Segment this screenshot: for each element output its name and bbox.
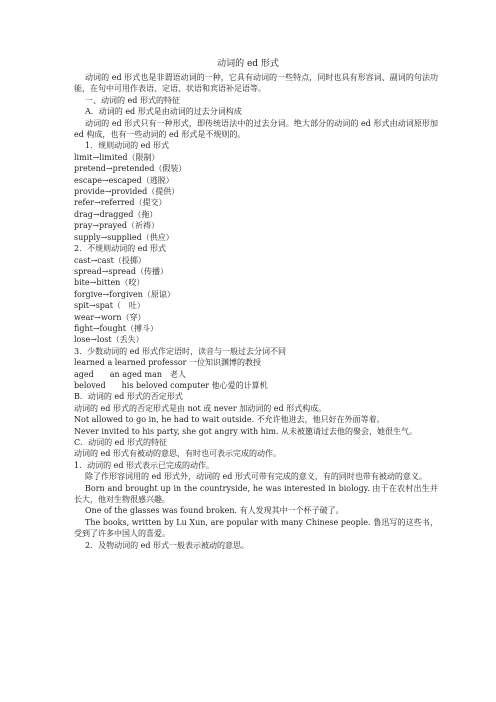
subsection-heading: C．动词的 ed 形式的特征 (74, 438, 168, 447)
list-item: lose→lost（丢失） (74, 335, 144, 345)
page-title: 动词的 ed 形式 (217, 59, 279, 69)
list-item: beloved his beloved computer 他心爱的计算机 (74, 380, 268, 390)
document-body (74, 72, 438, 551)
example-sentence: One of the glasses was found broken. 有人发现其中一个杯子破了。 (85, 506, 344, 516)
section-heading: 一、动词的 ed 形式的特征 (85, 95, 180, 105)
paragraph: 动词的 ed 形式有被动的意思，有时也可表示完成的动作。 (74, 449, 281, 459)
subsection-heading: B．动词的 ed 形式的否定形式 (74, 392, 183, 402)
list-item: limit→limited（限制） (74, 152, 160, 162)
list-item: pretend→pretended（假装） (74, 164, 187, 174)
paragraph: 动词的 ed 形式的否定形式是由 not 或 never 加动词的 ed 形式构成。 (74, 403, 327, 413)
example-sentence: Born and brought up in the countryside, he was interested in biology. 由于在农村出生并长大，他对生物很感兴趣。 (74, 483, 438, 505)
list-item: spread→spread（传播） (74, 266, 169, 276)
list-item: pray→prayed（祈祷） (74, 221, 160, 231)
list-heading: 1．动词的 ed 形式表示已完成的动作。 (74, 460, 215, 470)
list-item: aged an aged man 老人 (74, 369, 187, 379)
list-item: refer→referred（提交） (74, 198, 167, 208)
list-item: fight→fought（搏斗） (74, 323, 158, 333)
example-sentence: The books, written by Lu Xun, are popular with many Chinese people. 鲁迅写的这些书，受到了许多中国人的喜爱。 (74, 517, 438, 539)
list-item: supply→supplied（供应） (74, 232, 174, 242)
list-heading: 3．少数动词的 ed 形式作定语时，读音与一般过去分词不同 (74, 346, 287, 356)
list-item: learned a learned professor 一位知识渊博的教授 (74, 358, 262, 368)
list-item: spit→spat（ 吐） (74, 301, 145, 311)
list-item: provide→provided（提供） (74, 187, 180, 197)
paragraph: 除了作形容词用的 ed 形式外，动词的 ed 形式可带有完成的意义，有的同时也带有被动的意义。 (85, 472, 427, 482)
list-item: drag→dragged（拖） (74, 209, 158, 219)
paragraph: 动词的 ed 形式也是非谓语动词的一种，它具有动词的一些特点，同时也具有形容词、副词的句法功能，在句中可用作表语、定语、状语和宾语补足语等。 (74, 73, 438, 94)
example-sentence: Not allowed to go in, he had to wait outside. 不允许他进去，他只好在外面等着。 (74, 415, 385, 425)
paragraph: 动词的 ed 形式只有一种形式，即传统语法中的过去分词。绝大部分的动词的 ed 形式由动词原形加 ed 构成，也有一些动词的 ed 形式是不规则的。 (74, 118, 438, 140)
list-heading: 2．不规则动词的 ed 形式 (74, 244, 167, 254)
list-item: bite→bitten（咬） (74, 278, 145, 288)
list-heading: 2．及物动词的 ed 形式一般表示被动的意思。 (85, 540, 250, 550)
list-heading: 1．规则动词的 ed 形式 (85, 141, 170, 151)
list-item: cast→cast（投掷） (74, 255, 146, 265)
list-item: forgive→forgiven（原谅） (74, 289, 175, 299)
list-item: wear→worn（穿） (74, 312, 146, 322)
example-sentence: Never invited to his party, she got angry with him. 从未被邀请过去他的聚会，她很生气。 (74, 426, 418, 436)
list-item: escape→escaped（逃脱） (74, 175, 174, 185)
subsection-heading: A．动词的 ed 形式是由动词的过去分词构成 (85, 107, 242, 117)
